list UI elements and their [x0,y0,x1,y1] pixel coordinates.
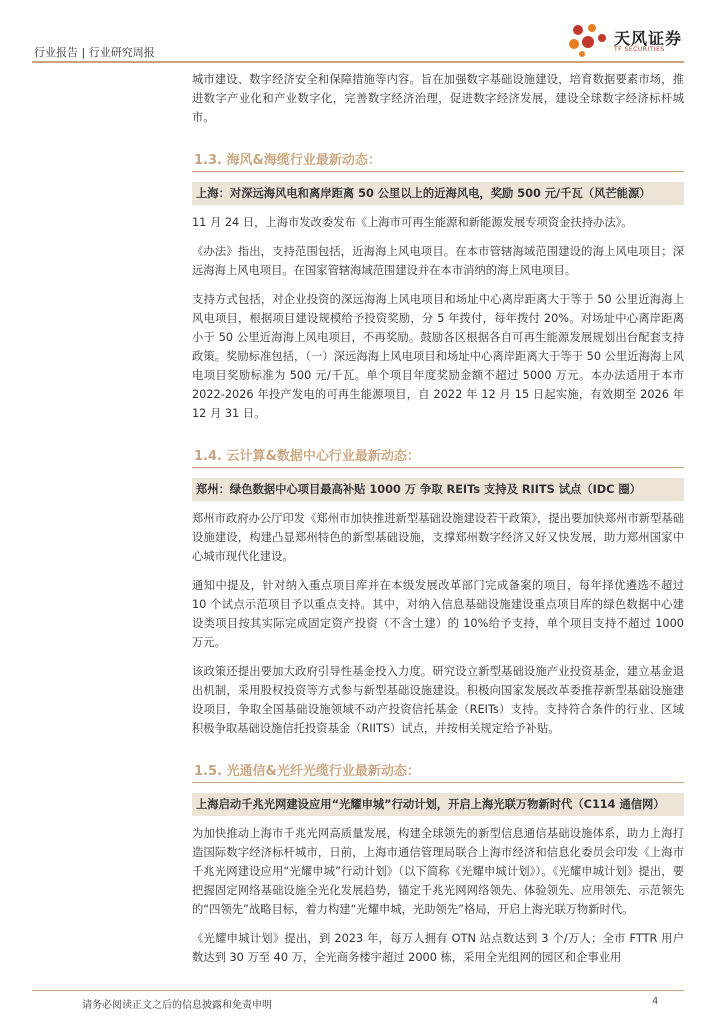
paragraph: 通知中提及，针对纳入重点项目库并在本级发展改革部门完成备案的项目，每年择优遴选不超过 10 个试点示范项目予以重点支持。其中，对纳入信息基础设施建设重点项目库的绿色数据中心建设类项目按其实际完成固定资产投资（不含土建）的 10%给予支持，单个项目支持不超过 1000 万元。 [192,579,684,649]
logo-subtext: TF SECURITIES [614,46,665,53]
intro-paragraph: 城市建设、数字经济安全和保障措施等内容。旨在加强数字基础设施建设，培育数据要素市场，推进数字产业化和产业数字化，完善数字经济治理，促进数字经济发展，建设全球数字经济标杆城市。 [192,73,684,124]
section-title: 1.5. 光通信&光纤光缆行业最新动态： [192,760,684,783]
paragraph: 《光耀申城计划》提出，到 2023 年，每万人拥有 OTN 站点数达到 3 个/万人；全市 FTTR 用户数达到 30 万至 40 万，全光商务楼宇超过 2000 栋，采用全光组网的园区和企事业用 [192,932,684,964]
section-subheading: 上海：对深远海风电和离岸距离 50 公里以上的近海风电，奖励 500 元/千瓦（风芒能源） [192,182,684,205]
section-cloud-datacenter [192,445,684,738]
section-title: 1.4. 云计算&数据中心行业最新动态： [192,445,684,468]
section-optical-comm [192,760,684,967]
brand-logo [566,22,696,58]
paragraph: 郑州市政府办公厅印发《郑州市加快推进新型基础设施建设若干政策》，提出要加快郑州市新型基础设施建设，构建凸显郑州特色的新型基础设施，支撑郑州数字经济又好又快发展，助力郑州国家中心城市现代化建设。 [192,512,684,563]
paragraph: 《办法》指出，支持范围包括，近海海上风电项目。在本市管辖海域范围建设的海上风电项目；深远海海上风电项目。在国家管辖海域范围建设并在本市消纳的海上风电项目。 [192,245,684,277]
logo-mark-icon [566,22,610,58]
footer-divider [32,990,684,991]
report-category: 行业报告 | 行业研究周报 [34,46,155,59]
section-subheading: 郑州：绿色数据中心项目最高补贴 1000 万 争取 REITs 支持及 RIITS 试点（IDC 圈） [192,478,684,501]
report-body [192,70,684,977]
logo-text: 天风证券 [614,29,683,48]
section-title: 1.3. 海风&海缆行业最新动态： [192,149,684,172]
paragraph: 支持方式包括，对企业投资的深远海海上风电项目和场址中心离岸距离大于等于 50 公里近海海上风电项目，根据项目建设规模给予投资奖励，分 5 年拨付，每年拨付 20%。对场址中心离岸距离小于 50 公里近海海上风电项目，不再奖励。鼓励各区根据各自可再生能源发展规划出台配套支持政策。奖励标准包括，（一）深远海海上风电项目和场址中心离岸距离大于等于 50 公里近海海上风电项目奖励标准为 500 元/千瓦。单个项目年度奖励金额不超过 5000 万元。本办法适用于本市 2022-2026 年投产发电的可再生能源项目，自 2022 年 12 月 15 日起实施，有效期至 2026 年 12 月 31 日。 [192,293,684,420]
paragraph: 11 月 24 日，上海市发改委发布《上海市可再生能源和新能源发展专项资金扶持办法》。 [192,216,633,229]
header-divider [32,61,684,63]
paragraph: 该政策还提出要加大政府引导性基金投入力度。研究设立新型基础设施产业投资基金，建立基金退出机制，采用股权投资等方式参与新型基础设施建设。积极向国家发展改革委推荐新型基础设施建设项目，争取全国基础设施领域不动产投资信托基金（REITs）支持。支持符合条件的行业、区域积极争取基础设施信托投资基金（RIITS）试点，并按相关规定给予补贴。 [192,665,684,735]
page-header [0,0,724,68]
disclaimer-link[interactable]: 请务必阅读正文之后的信息披露和免责申明 [82,1000,272,1011]
section-subheading: 上海启动千兆光网建设应用“光耀申城”行动计划，开启上海光联万物新时代（C114 通信网） [192,793,684,816]
paragraph: 为加快推动上海市千兆光网高质量发展，构建全球领先的新型信息通信基础设施体系，助力上海打造国际数字经济标杆城市，日前，上海市通信管理局联合上海市经济和信息化委员会印发《上海市千兆光网建设应用“光耀申城”行动计划》（以下简称《光耀申城计划》）。《光耀申城计划》提出，要把握固定网络基础设施全光化发展趋势，锚定千兆光网网络领先、体验领先、应用领先、示范领先的“四领先”战略目标，着力构建“光耀申城，光助领先”格局，开启上海光联万物新时代。 [192,827,684,916]
page-number: 4 [652,996,659,1007]
section-offshore-wind [192,149,684,423]
